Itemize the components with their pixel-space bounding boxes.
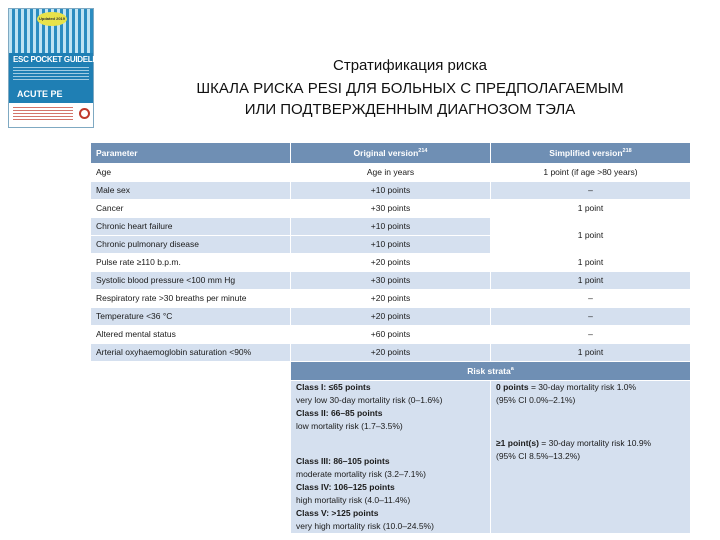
- row-parameter: Altered mental status: [91, 326, 291, 344]
- table-row: [91, 200, 691, 218]
- row-original: +20 points: [291, 290, 491, 308]
- row-original: +60 points: [291, 326, 491, 344]
- table-row: [91, 308, 691, 326]
- risk-strata-header-blank: [91, 362, 291, 381]
- class-1-label: Class I: ≤65 points: [296, 382, 371, 392]
- table-row: [91, 344, 691, 362]
- table-row: [91, 254, 691, 272]
- simplified-high-ci: (95% CI 8.5%–13.2%): [496, 451, 581, 461]
- table-header-row: [91, 143, 691, 164]
- table-row: [91, 272, 691, 290]
- class-3-desc: moderate mortality risk (3.2–7.1%): [296, 469, 426, 479]
- row-parameter: Age: [91, 164, 291, 182]
- slide-subtitle-line1: ШКАЛА РИСКА PESI ДЛЯ БОЛЬНЫХ С ПРЕДПОЛАГАЕМЫМ: [196, 80, 624, 97]
- risk-strata-row: [91, 381, 691, 534]
- cover-book-title: ACUTE PE: [17, 89, 63, 99]
- table-row: [91, 326, 691, 344]
- class-5-label: Class V: >125 points: [296, 508, 379, 518]
- table-row: [91, 290, 691, 308]
- cover-footer-lines: [13, 107, 73, 121]
- row-original: Age in years: [291, 164, 491, 182]
- row-parameter: Male sex: [91, 182, 291, 200]
- esc-logo-icon: [79, 108, 90, 119]
- class-3-label: Class III: 86–105 points: [296, 456, 390, 466]
- row-simplified: 1 point: [491, 272, 691, 290]
- row-original: +20 points: [291, 344, 491, 362]
- class-5-desc: very high mortality risk (10.0–24.5%): [296, 521, 434, 531]
- row-original: +10 points: [291, 218, 491, 236]
- original-risk-strata: [291, 381, 491, 534]
- simplified-low-text: = 30-day mortality risk 1.0%: [528, 382, 637, 392]
- row-parameter: Pulse rate ≥110 b.p.m.: [91, 254, 291, 272]
- header-original-version: Original version$^{214}$: [291, 143, 491, 164]
- simplified-high-points: ≥1 point(s): [496, 438, 539, 448]
- row-original: +20 points: [291, 254, 491, 272]
- book-cover-thumbnail: [8, 8, 110, 128]
- class-2-desc: low mortality risk (1.7–3.5%): [296, 421, 403, 431]
- row-parameter: Systolic blood pressure <100 mm Hg: [91, 272, 291, 290]
- row-simplified: 1 point: [491, 344, 691, 362]
- slide-title: Стратификация риска: [333, 57, 487, 74]
- row-original: +30 points: [291, 200, 491, 218]
- slide-subtitle-line2: ИЛИ ПОДТВЕРЖДЕННЫМ ДИАГНОЗОМ ТЭЛА: [244, 101, 576, 118]
- cover-footer: [9, 103, 93, 127]
- risk-strata-blank-cell: [91, 381, 291, 534]
- row-parameter: Respiratory rate >30 breaths per minute: [91, 290, 291, 308]
- row-original: +20 points: [291, 308, 491, 326]
- row-original: +10 points: [291, 182, 491, 200]
- row-original: +30 points: [291, 272, 491, 290]
- risk-strata-header: Risk strata$^a$: [291, 362, 691, 381]
- simplified-low-ci: (95% CI 0.0%–2.1%): [496, 395, 576, 405]
- row-simplified-merged: 1 point: [491, 218, 691, 254]
- simplified-risk-strata: [491, 381, 691, 534]
- cover-subtitle-lines: [13, 67, 89, 81]
- table-row: [91, 218, 691, 236]
- row-original: +10 points: [291, 236, 491, 254]
- row-parameter: Temperature <36 °C: [91, 308, 291, 326]
- table-row: [91, 182, 691, 200]
- simplified-high-text: = 30-day mortality risk 10.9%: [538, 438, 652, 448]
- row-simplified: –: [491, 308, 691, 326]
- row-simplified: 1 point: [491, 200, 691, 218]
- class-4-desc: high mortality risk (4.0–11.4%): [296, 495, 411, 505]
- row-simplified: –: [491, 290, 691, 308]
- row-simplified: –: [491, 182, 691, 200]
- cover-update-badge: Updated 2019: [37, 12, 67, 26]
- class-1-desc: very low 30-day mortality risk (0–1.6%): [296, 395, 443, 405]
- header-simplified-version: Simplified version$^{218}$: [491, 143, 691, 164]
- table-row: [91, 164, 691, 182]
- pesi-score-table: [90, 142, 691, 534]
- cover-series-title: ESC POCKET GUIDELINES: [13, 55, 110, 64]
- risk-strata-header-row: [91, 362, 691, 381]
- row-simplified: 1 point (if age >80 years): [491, 164, 691, 182]
- row-simplified: –: [491, 326, 691, 344]
- simplified-low-points: 0 points: [496, 382, 529, 392]
- row-simplified: 1 point: [491, 254, 691, 272]
- row-parameter: Cancer: [91, 200, 291, 218]
- header-parameter: Parameter: [91, 143, 291, 164]
- class-2-label: Class II: 66–85 points: [296, 408, 383, 418]
- row-parameter: Chronic pulmonary disease: [91, 236, 291, 254]
- class-4-label: Class IV: 106–125 points: [296, 482, 395, 492]
- row-parameter: Chronic heart failure: [91, 218, 291, 236]
- row-parameter: Arterial oxyhaemoglobin saturation <90%: [91, 344, 291, 362]
